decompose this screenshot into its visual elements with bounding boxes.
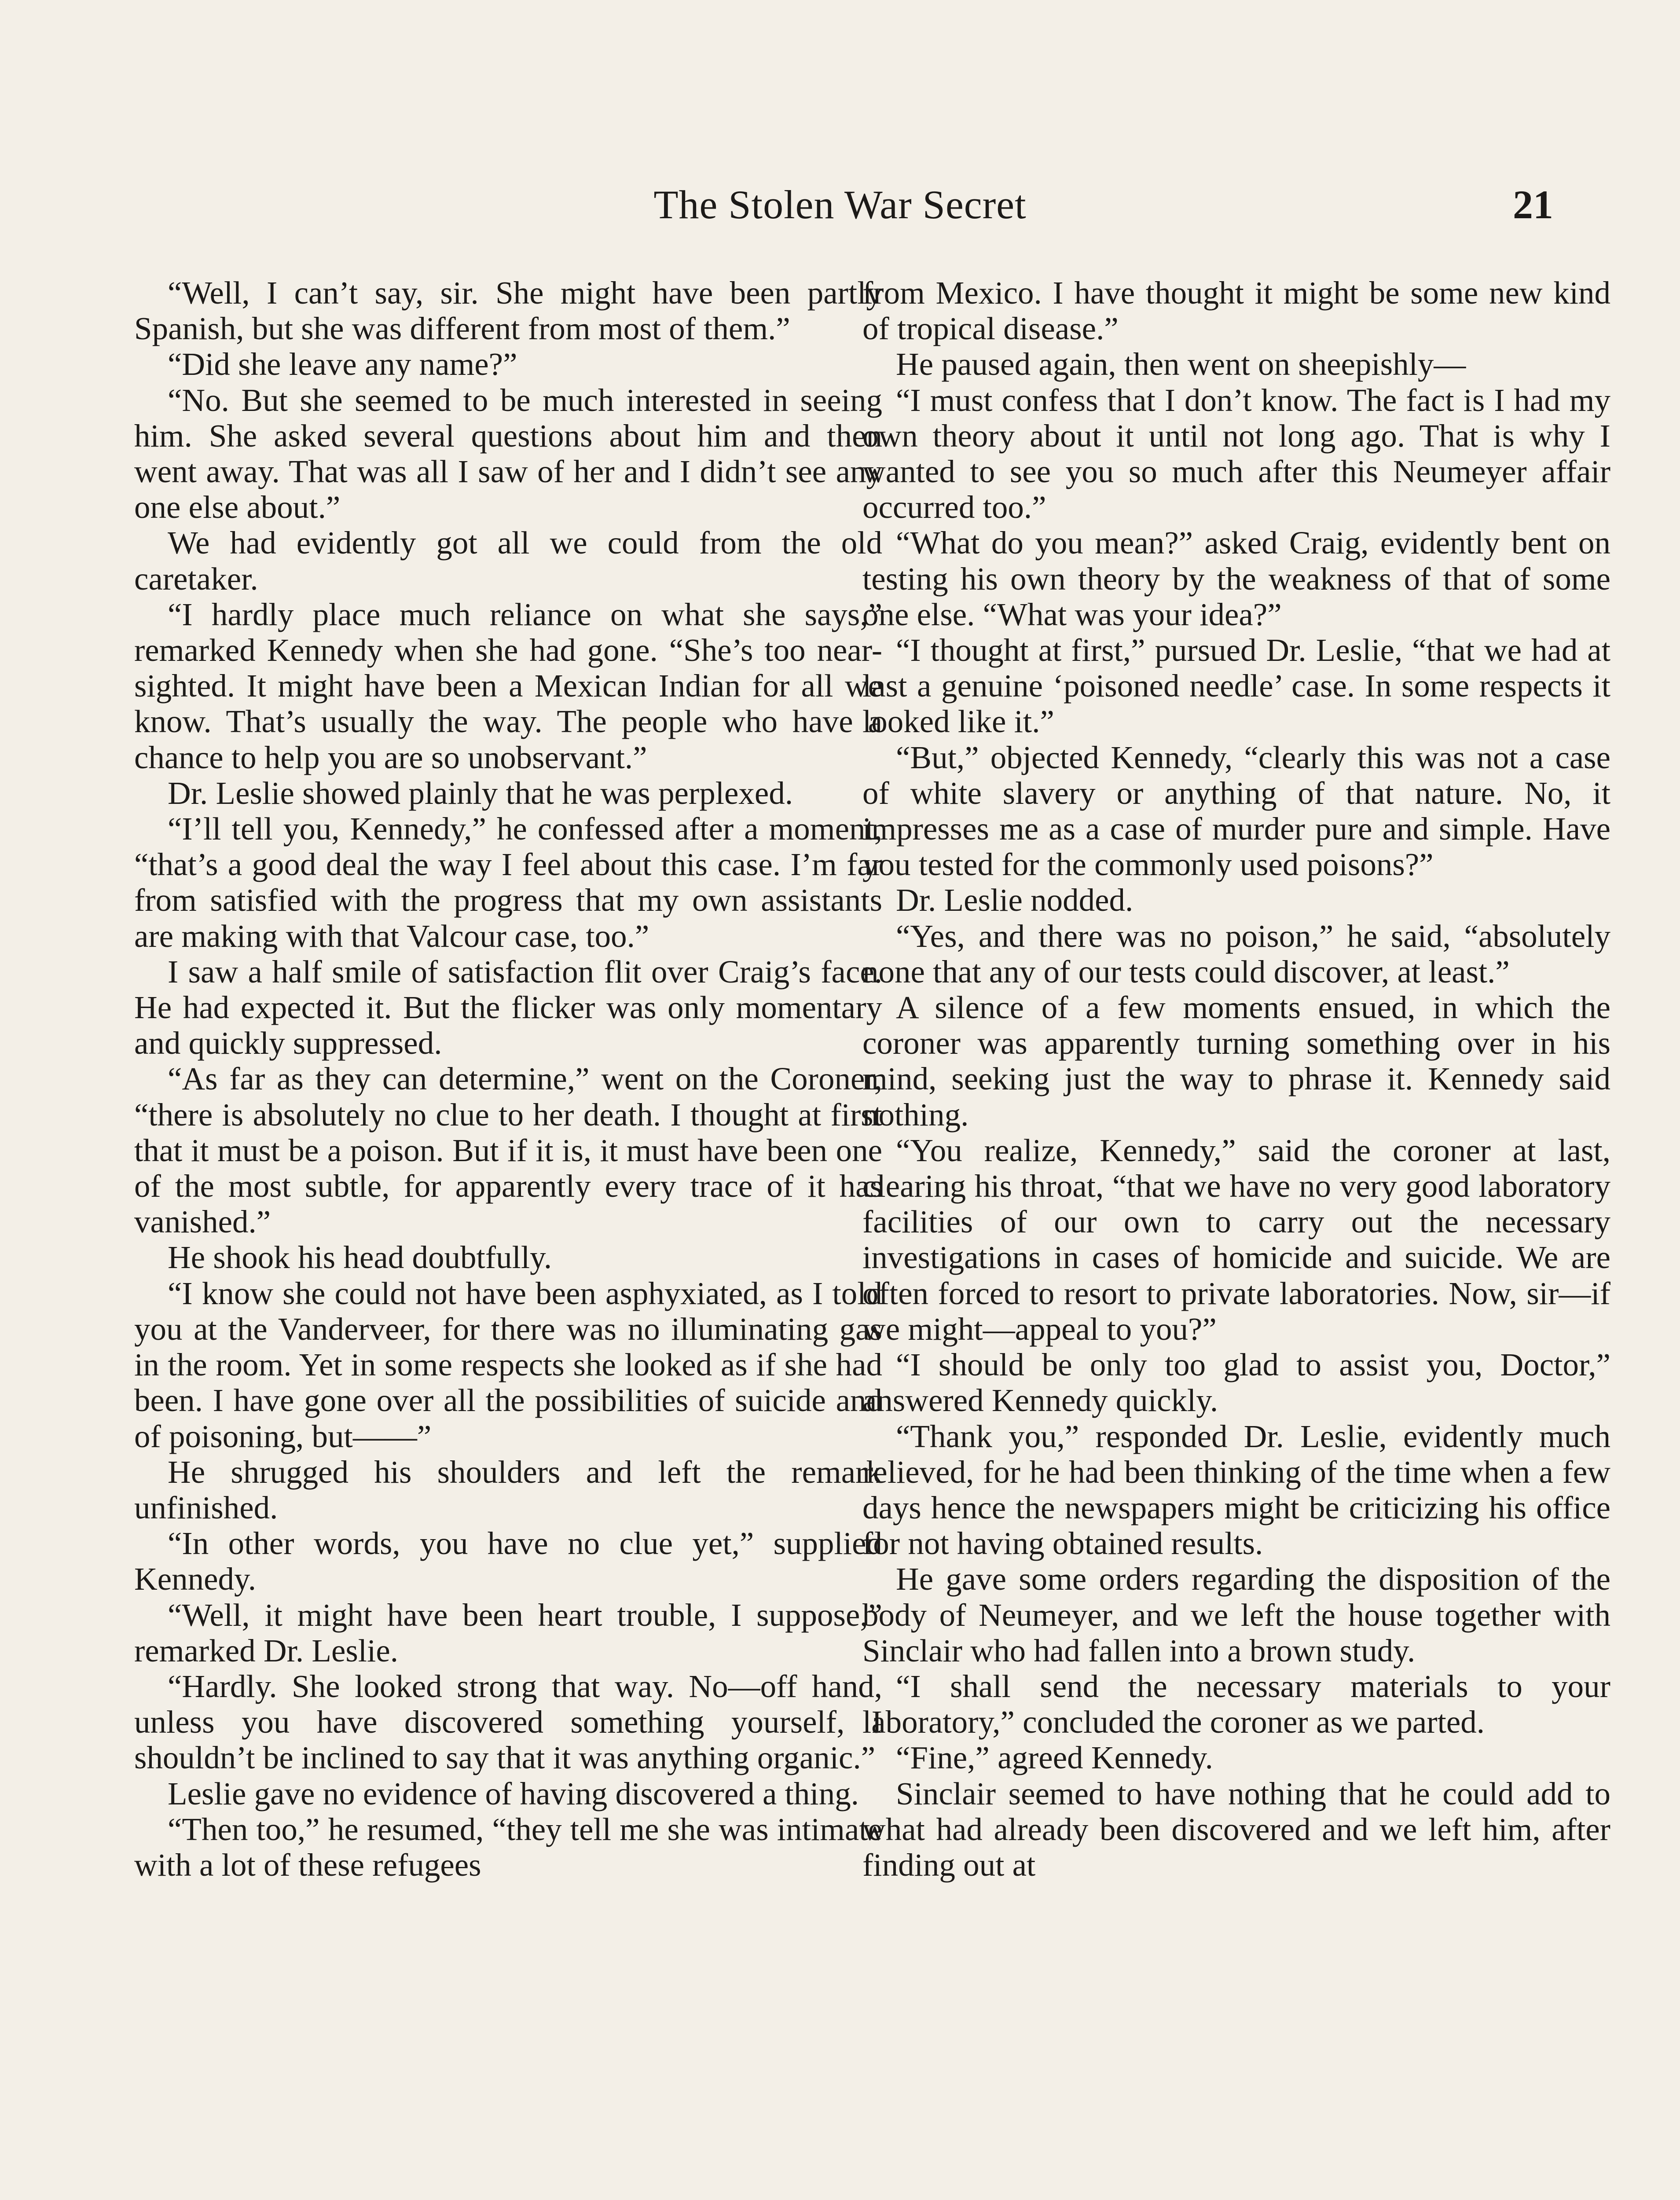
paragraph: He gave some orders regarding the disposition of the body of Neumeyer, and we left the house together with Sinclair who had fallen into a brown study. <box>862 1561 1610 1668</box>
paragraph: “I thought at first,” pursued Dr. Leslie, “that we had at last a genuine ‘poisoned needle’ case. In some respects it looked like it.” <box>862 632 1610 740</box>
paragraph: “Well, it might have been heart trouble, I suppose,” remarked Dr. Leslie. <box>134 1597 882 1668</box>
right-text-column <box>862 275 1610 1883</box>
paragraph: “Hardly. She looked strong that way. No—off hand, unless you have discovered something yourself, I shouldn’t be inclined to say that it was anything organic.” <box>134 1668 882 1776</box>
paragraph: “I shall send the necessary materials to your laboratory,” concluded the coroner as we parted. <box>862 1668 1610 1740</box>
paragraph: Sinclair seemed to have nothing that he could add to what had already been discovered and we left him, after finding out at <box>862 1775 1610 1883</box>
paragraph: “No. But she seemed to be much interested in seeing him. She asked several questions about him and then went away. That was all I saw of her and I didn’t see any one else about.” <box>134 382 882 525</box>
left-text-column <box>134 275 882 1883</box>
page-number: 21 <box>1513 182 1553 227</box>
paragraph: “I must confess that I don’t know. The fact is I had my own theory about it until not long ago. That is why I wanted to see you so much after this Neumeyer affair occurred too.” <box>862 382 1610 525</box>
paragraph: He paused again, then went on sheepishly— <box>896 346 1466 382</box>
paragraph: “I’ll tell you, Kennedy,” he confessed after a moment, “that’s a good deal the way I feel about this case. I’m far from satisfied with the progress that my own assistants are making with that Valcour case, too.” <box>134 811 882 954</box>
paragraph: “I hardly place much reliance on what she says,” remarked Kennedy when she had gone. “She’s too near-sighted. It might have been a Mexican Indian for all we know. That’s usually the way. The people who have a chance to help you are so unobservant.” <box>134 596 882 775</box>
paragraph: He shrugged his shoulders and left the remark unfinished. <box>134 1454 882 1525</box>
paragraph: Dr. Leslie showed plainly that he was perplexed. <box>168 775 793 811</box>
paragraph: “I know she could not have been asphyxiated, as I told you at the Vanderveer, for there was no illuminating gas in the room. Yet in some respects she looked as if she had been. I have gone over all the possibilities of suicide and of poisoning, but——” <box>134 1275 882 1454</box>
paragraph: Leslie gave no evidence of having discovered a thing. <box>168 1775 859 1811</box>
paragraph: “What do you mean?” asked Craig, evidently bent on testing his own theory by the weakness of that of some one else. “What was your idea?” <box>862 525 1610 632</box>
paragraph: He shook his head doubtfully. <box>168 1239 552 1276</box>
running-title: The Stolen War Secret <box>653 182 1027 227</box>
paragraph: Dr. Leslie nodded. <box>896 882 1133 918</box>
paragraph: “Did she leave any name?” <box>168 346 517 382</box>
paragraph: from Mexico. I have thought it might be some new kind of tropical disease.” <box>862 275 1610 347</box>
paragraph: “Thank you,” responded Dr. Leslie, evidently much relieved, for he had been thinking of the time when a few days hence the newspapers might be criticizing his office for not having obtained results. <box>862 1418 1610 1562</box>
paragraph: “You realize, Kennedy,” said the coroner at last, clearing his throat, “that we have no very good laboratory facilities of our own to carry out the necessary investigations in cases of homicide and suicide. We are often forced to resort to private laboratories. Now, sir—if we might—appeal to you?” <box>862 1132 1610 1347</box>
paragraph: I saw a half smile of satisfaction flit over Craig’s face. He had expected it. But the flicker was only momentary and quickly suppressed. <box>134 953 882 1061</box>
paragraph: “But,” objected Kennedy, “clearly this was not a case of white slavery or anything of that nature. No, it impresses me as a case of murder pure and simple. Have you tested for the commonly used poisons?” <box>862 739 1610 883</box>
paragraph: “In other words, you have no clue yet,” supplied Kennedy. <box>134 1525 882 1597</box>
paragraph: “Fine,” agreed Kennedy. <box>896 1740 1213 1776</box>
paragraph: “Then too,” he resumed, “they tell me she was intimate with a lot of these refugees <box>134 1811 882 1883</box>
paragraph: “As far as they can determine,” went on the Coroner, “there is absolutely no clue to her death. I thought at first that it must be a poison. But if it is, it must have been one of the most subtle, for apparently every trace of it has vanished.” <box>134 1061 882 1240</box>
paragraph: “Well, I can’t say, sir. She might have been partly Spanish, but she was different from most of them.” <box>134 275 882 347</box>
paragraph: A silence of a few moments ensued, in which the coroner was apparently turning something over in his mind, seeking just the way to phrase it. Kennedy said nothing. <box>862 990 1610 1133</box>
paragraph: “I should be only too glad to assist you, Doctor,” answered Kennedy quickly. <box>862 1347 1610 1419</box>
paragraph: “Yes, and there was no poison,” he said, “absolutely none that any of our tests could discover, at least.” <box>862 918 1610 990</box>
paragraph: We had evidently got all we could from the old caretaker. <box>134 525 882 597</box>
